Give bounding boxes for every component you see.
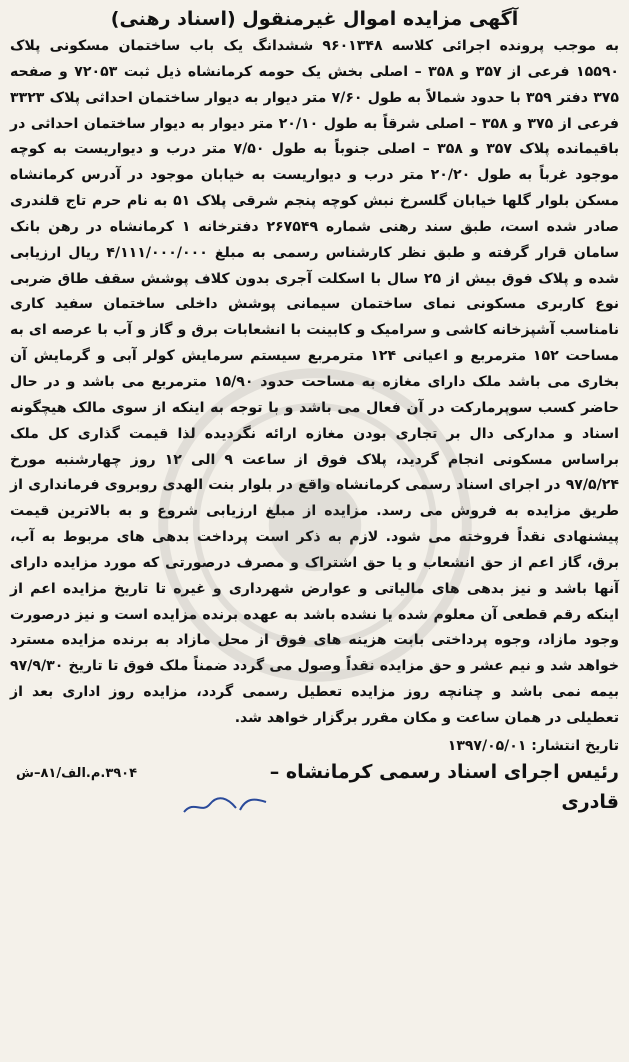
- publish-date: تاریخ انتشار: ۱۳۹۷/۰۵/۰۱: [447, 737, 619, 754]
- handwritten-signature-icon: [180, 794, 270, 816]
- signature-row: [10, 758, 619, 788]
- signatory-title: رئیس اجرای اسناد رسمی کرمانشاه –: [269, 760, 619, 783]
- notice-paragraph: به موجب پرونده اجرائی کلاسه ۹۶۰۱۳۴۸ ششدانگ یک باب ساختمان مسکونی پلاک ۱۵۵۹۰ فرعی از ۳۵۷ و ۳۵۸ – اصلی بخش یک حومه کرمانشاه ذیل ثبت ۷۲۰۵۳ و صفحه ۳۷۵ دفتر ۳۵۹ با حدود شمالاً به طول ۷/۶۰ متر دیوار به دیوار ساختمان احداثی پلاک ۳۳۲۳ فرعی از ۳۷۵ و ۳۵۸ – اصلی شرقاً به طول ۲۰/۱۰ متر دیوار به دیوار ساختمان احداثی در باقیمانده پلاک ۳۵۷ و ۳۵۸ – اصلی جنوباً به طول ۷/۵۰ متر درب و دیواریست به کوچه موجود غرباً به طول ۲۰/۲۰ متر درب و دیواریست به خیابان موجود در آدرس کرمانشاه مسکن بلوار گلها خیابان گلسرخ نبش کوچه پنجم شرقی پلاک ۵۱ به نام حرم تاج قلندری صادر شده است، طبق سند رهنی شماره ۲۶۷۵۴۹ دفترخانه ۱ کرمانشاه در رهن بانک سامان قرار گرفته و طبق نظر کارشناس رسمی به مبلغ ۴/۱۱۱/۰۰۰/۰۰۰ ریال ارزیابی شده و پلاک فوق بیش از ۲۵ سال با اسکلت آجری بدون کلاف پوشش سقف طاق ضربی نوع کاربری مسکونی نمای ساختمان سیمانی پوشش داخلی ساختمان سفید کاری نامناسب آشپزخانه کاشی و سرامیک و کابینت با انشعابات برق و گاز و آب با عرصه ای به مساحت ۱۵۲ مترمربع و اعیانی ۱۲۴ مترمربع سیستم سرمایش کولر آبی و گرمایش آن بخاری می باشد ملک دارای مغازه به مساحت حدود ۱۵/۹۰ مترمربع می باشد و در حال حاضر کسب سوپرمارکت در آن فعال می باشد و با توجه به اینکه از سوی مالک هیچگونه اسناد و مدارکی دال بر تجاری بودن مغازه ارائه نگردیده لذا قیمت گذاری کل ملک براساس مسکونی انجام گردید، پلاک فوق از ساعت ۹ الی ۱۲ روز چهارشنبه مورخ ۹۷/۵/۲۴ در اجرای اسناد رسمی کرمانشاه واقع در بلوار بنت الهدی روبروی فرمانداری از طریق مزایده به فروش می رسد. مزایده از مبلغ ارزیابی شروع و به بالاترین قیمت پیشنهادی نقداً فروخته می شود. لازم به ذکر است پرداخت بدهی های مربوط به آب، برق، گاز اعم از حق انشعاب و یا حق اشتراک و مصرف درصورتی که مورد مزایده دارای آنها باشد و نیز بدهی های مالیاتی و عوارض شهرداری و غیره تا تاریخ مزایده اعم از اینکه رقم قطعی آن معلوم شده یا نشده باشد به عهده برنده مزایده است و نیز درصورت وجود مازاد، وجوه پرداختی بابت هزینه های فوق از محل مازاد به برنده مزایده مسترد خواهد شد و نیم عشر و حق مزایده نقداً وصول می گردد ضمناً ملک فوق تا تاریخ ۹۷/۹/۳۰ بیمه نمی باشد و چنانچه روز مزایده تعطیل رسمی گردد، مزایده روز اداری بعد از تعطیلی در همان ساعت و مکان مقرر برگزار خواهد شد.: [10, 38, 620, 726]
- notice-body: [10, 34, 619, 732]
- signatory-name: قادری: [561, 790, 619, 813]
- notice-title: آگهی مزایده اموال غیرمنقول (اسناد رهنی): [110, 8, 519, 30]
- notice-footer: [10, 734, 619, 816]
- reference-number: ۳۹۰۴.م.الف/۸۱–ش: [16, 765, 138, 781]
